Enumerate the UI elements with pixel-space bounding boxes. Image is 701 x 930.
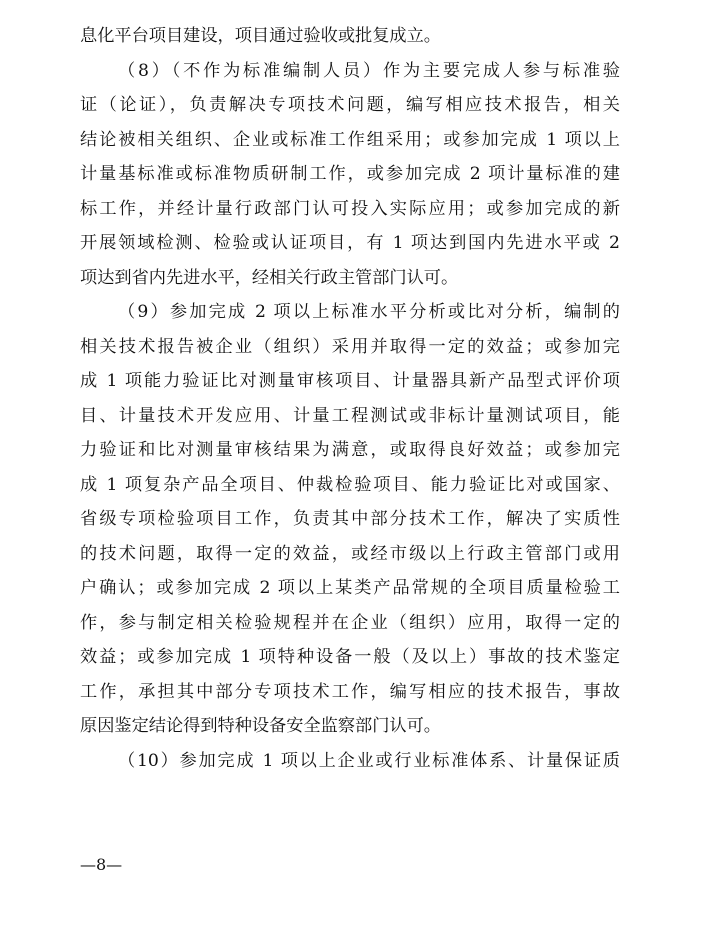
text-line: 计量基标准或标准物质研制工作，或参加完成 2 项计量标准的建	[80, 164, 620, 184]
text-line: 户确认；或参加完成 2 项以上某类产品常规的全项目质量检验工	[80, 578, 620, 598]
text-line: 效益；或参加完成 1 项特种设备一般（及以上）事故的技术鉴定	[80, 647, 620, 667]
text-line: （8）（不作为标准编制人员）作为主要完成人参与标准验	[118, 60, 620, 81]
text-line: 开展领域检测、检验或认证项目，有 1 项达到国内先进水平或 2	[80, 233, 620, 253]
text-line: （10）参加完成 1 项以上企业或行业标准体系、计量保证质	[118, 750, 620, 771]
text-line: 的技术问题，取得一定的效益，或经市级以上行政主管部门或用	[80, 543, 620, 564]
page-number: —8—	[80, 855, 123, 874]
text-line: 标工作，并经计量行政部门认可投入实际应用；或参加完成的新	[80, 198, 620, 219]
text-line: 项达到省内先进水平，经相关行政主管部门认可。	[80, 267, 459, 288]
text-line: 目、计量技术开发应用、计量工程测试或非标计量测试项目，能	[80, 405, 620, 426]
text-line: 成 1 项复杂产品全项目、仲裁检验项目、能力验证比对或国家、	[80, 474, 620, 495]
text-line: 相关技术报告被企业（组织）采用并取得一定的效益；或参加完	[80, 336, 620, 357]
text-line: 成 1 项能力验证比对测量审核项目、计量器具新产品型式评价项	[80, 371, 620, 391]
text-line: 省级专项检验项目工作，负责其中部分技术工作，解决了实质性	[80, 509, 620, 529]
text-line: 原因鉴定结论得到特种设备安全监察部门认可。	[80, 716, 441, 736]
text-line: 证（论证），负责解决专项技术问题，编写相应技术报告，相关	[80, 95, 620, 115]
text-line: （9）参加完成 2 项以上标准水平分析或比对分析，编制的	[118, 302, 620, 322]
text-line: 息化平台项目建设，项目通过验收或批复成立。	[80, 26, 441, 46]
text-line: 结论被相关组织、企业或标准工作组采用；或参加完成 1 项以上	[80, 129, 620, 150]
body-text	[80, 19, 620, 778]
text-line: 作，参与制定相关检验规程并在企业（组织）应用，取得一定的	[80, 612, 620, 633]
text-line: 工作，承担其中部分专项技术工作，编写相应的技术报告，事故	[80, 681, 620, 702]
text-line: 力验证和比对测量审核结果为满意，或取得良好效益；或参加完	[80, 440, 620, 460]
